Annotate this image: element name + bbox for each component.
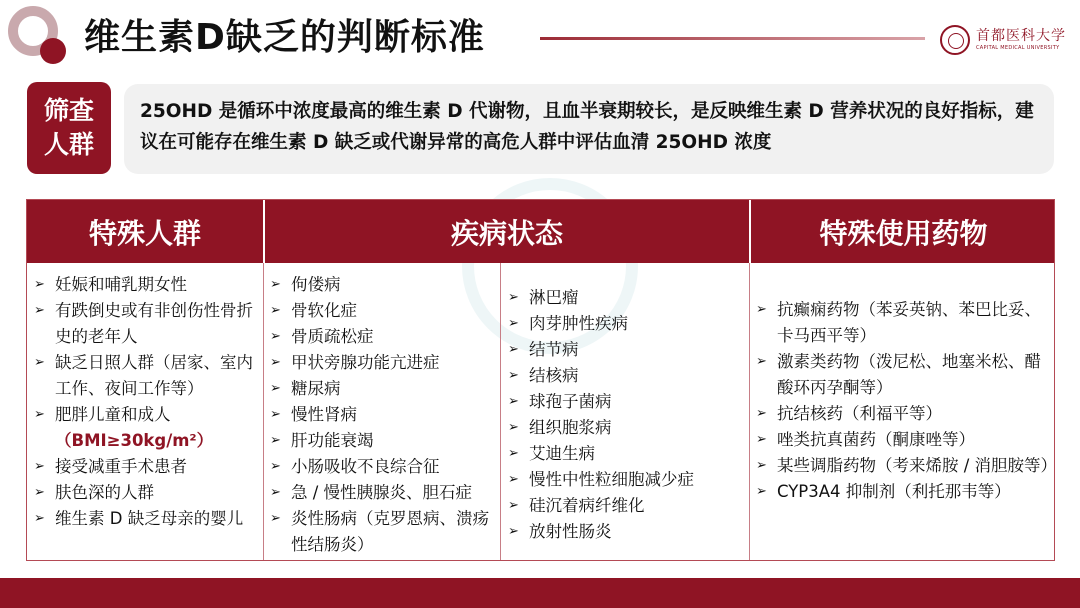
- criteria-table: [26, 199, 1058, 561]
- header-special-groups: 特殊人群: [88, 216, 201, 250]
- header-divider: [749, 200, 751, 263]
- arrow-bullet-icon: ➢: [270, 511, 281, 526]
- arrow-bullet-icon: ➢: [34, 485, 45, 500]
- list-item: ➢ 肤色深的人群: [31, 480, 259, 506]
- bmi-note: （BMI≥30kg/m²）: [55, 431, 214, 450]
- arrow-bullet-icon: ➢: [270, 459, 281, 474]
- university-seal-icon: [940, 25, 970, 55]
- list-item: ➢ 肥胖儿童和成人 （BMI≥30kg/m²）: [31, 402, 259, 454]
- list-item: ➢ 急 / 慢性胰腺炎、胆石症: [267, 480, 497, 506]
- arrow-bullet-icon: ➢: [756, 406, 767, 421]
- list-item: ➢ 甲状旁腺功能亢进症: [267, 350, 497, 376]
- header-divider: [263, 200, 265, 263]
- university-name-en: CAPITAL MEDICAL UNIVERSITY: [976, 45, 1060, 51]
- arrow-bullet-icon: ➢: [756, 302, 767, 317]
- list-item: ➢ CYP3A4 抑制剂（利托那韦等）: [753, 479, 1051, 505]
- diseases-list-right: [505, 285, 745, 545]
- diseases-list-left: [267, 272, 497, 558]
- list-item: ➢ 抗结核药（利福平等）: [753, 401, 1051, 427]
- list-item: ➢ 结节病: [505, 337, 745, 363]
- arrow-bullet-icon: ➢: [270, 485, 281, 500]
- arrow-bullet-icon: ➢: [508, 524, 519, 539]
- list-item: ➢ 艾迪生病: [505, 441, 745, 467]
- arrow-bullet-icon: ➢: [508, 472, 519, 487]
- page-title: 维生素D缺乏的判断标准: [84, 17, 485, 58]
- arrow-bullet-icon: ➢: [34, 277, 45, 292]
- list-item: ➢ 缺乏日照人群（居家、室内工作、夜间工作等）: [31, 350, 259, 402]
- list-item: ➢ 接受减重手术患者: [31, 454, 259, 480]
- arrow-bullet-icon: ➢: [270, 407, 281, 422]
- drugs-list: [753, 297, 1058, 505]
- column-divider: [263, 263, 264, 560]
- arrow-bullet-icon: ➢: [508, 368, 519, 383]
- list-item: ➢ 肝功能衰竭: [267, 428, 497, 454]
- arrow-bullet-icon: ➢: [756, 458, 767, 473]
- arrow-bullet-icon: ➢: [756, 484, 767, 499]
- list-item: ➢ 唑类抗真菌药（酮康唑等）: [753, 427, 1051, 453]
- list-item: ➢ 抗癫痫药物（苯妥英钠、苯巴比妥、卡马西平等）: [753, 297, 1051, 349]
- list-item: ➢ 佝偻病: [267, 272, 497, 298]
- screening-text: 25OHD 是循环中浓度最高的维生素 D 代谢物，且血半衰期较长，是反映维生素 D 营养状况的良好指标，建议在可能存在维生素 D 缺乏或代谢异常的高危人群中评估血清 25OHD 浓度: [140, 101, 1034, 153]
- list-item: ➢ 硅沉着病纤维化: [505, 493, 745, 519]
- table-header: [27, 200, 1054, 263]
- list-item: ➢ 慢性肾病: [267, 402, 497, 428]
- screening-tag-line1: 筛查: [43, 96, 94, 125]
- list-item: ➢ 有跌倒史或有非创伤性骨折史的老年人: [31, 298, 259, 350]
- arrow-bullet-icon: ➢: [34, 355, 45, 370]
- list-item: ➢ 组织胞浆病: [505, 415, 745, 441]
- arrow-bullet-icon: ➢: [34, 303, 45, 318]
- title-divider: [540, 37, 925, 40]
- column-divider: [500, 263, 501, 560]
- list-item: ➢ 炎性肠病（克罗恩病、溃疡性结肠炎）: [267, 506, 497, 558]
- arrow-bullet-icon: ➢: [270, 433, 281, 448]
- list-item: ➢ 激素类药物（泼尼松、地塞米松、醋酸环丙孕酮等）: [753, 349, 1051, 401]
- list-item: ➢ 妊娠和哺乳期女性: [31, 272, 259, 298]
- screening-tag: [27, 82, 111, 174]
- arrow-bullet-icon: ➢: [508, 290, 519, 305]
- header-drugs: 特殊使用药物: [819, 216, 988, 250]
- list-item: ➢ 肉芽肿性疾病: [505, 311, 745, 337]
- arrow-bullet-icon: ➢: [508, 498, 519, 513]
- university-logo: [940, 22, 1072, 58]
- screening-tag-line2: 人群: [43, 130, 94, 159]
- list-item: ➢ 骨质疏松症: [267, 324, 497, 350]
- list-item: ➢ 骨软化症: [267, 298, 497, 324]
- arrow-bullet-icon: ➢: [756, 354, 767, 369]
- arrow-bullet-icon: ➢: [756, 432, 767, 447]
- arrow-bullet-icon: ➢: [508, 394, 519, 409]
- arrow-bullet-icon: ➢: [508, 420, 519, 435]
- header-diseases: 疾病状态: [450, 216, 563, 250]
- arrow-bullet-icon: ➢: [508, 316, 519, 331]
- list-item: ➢ 小肠吸收不良综合征: [267, 454, 497, 480]
- list-item: ➢ 某些调脂药物（考来烯胺 / 消胆胺等）: [753, 453, 1051, 479]
- arrow-bullet-icon: ➢: [270, 303, 281, 318]
- arrow-bullet-icon: ➢: [508, 446, 519, 461]
- arrow-bullet-icon: ➢: [34, 459, 45, 474]
- arrow-bullet-icon: ➢: [270, 355, 281, 370]
- list-item: ➢ 糖尿病: [267, 376, 497, 402]
- list-item: ➢ 慢性中性粒细胞减少症: [505, 467, 745, 493]
- footer-bar: [0, 578, 1080, 608]
- column-divider: [749, 263, 750, 560]
- list-item: ➢ 放射性肠炎: [505, 519, 745, 545]
- list-item: ➢ 球孢子菌病: [505, 389, 745, 415]
- list-item: ➢ 维生素 D 缺乏母亲的婴儿: [31, 506, 259, 532]
- arrow-bullet-icon: ➢: [270, 277, 281, 292]
- arrow-bullet-icon: ➢: [34, 511, 45, 526]
- list-item: ➢ 淋巴瘤: [505, 285, 745, 311]
- arrow-bullet-icon: ➢: [270, 381, 281, 396]
- arrow-bullet-icon: ➢: [508, 342, 519, 357]
- arrow-bullet-icon: ➢: [270, 329, 281, 344]
- list-item: ➢ 结核病: [505, 363, 745, 389]
- arrow-bullet-icon: ➢: [34, 407, 45, 422]
- logo-dot-icon: [40, 38, 66, 64]
- university-name-cn: 首都医科大学: [976, 28, 1066, 44]
- special-groups-list: [31, 272, 259, 532]
